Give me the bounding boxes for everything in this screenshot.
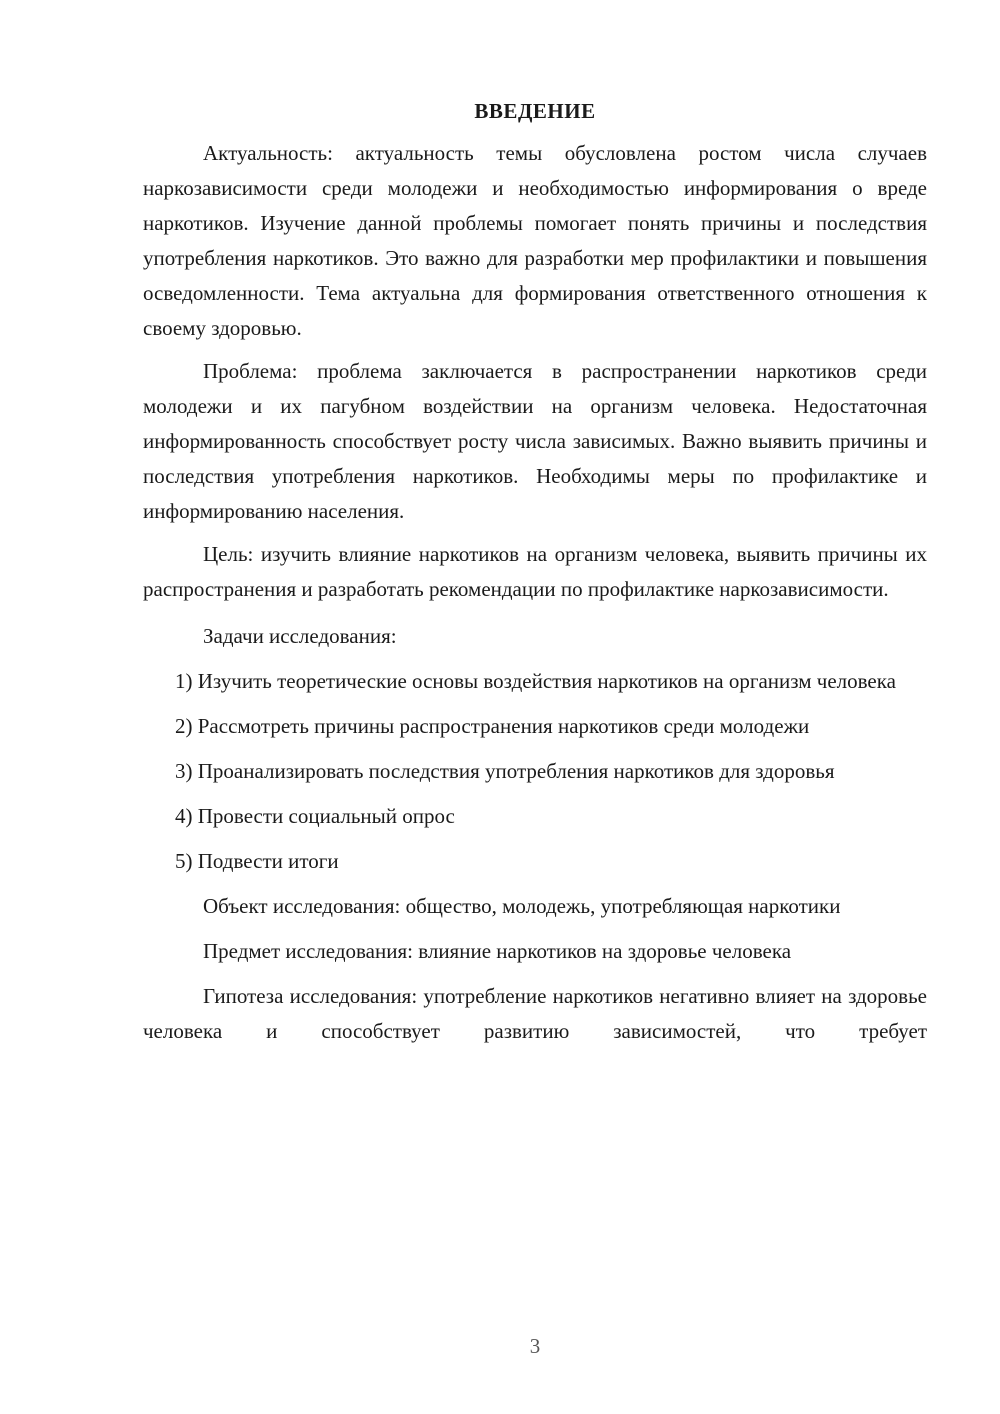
task-item-3: 3) Проанализировать последствия употребления наркотиков для здоровья xyxy=(175,759,835,783)
page-number: 3 xyxy=(529,1334,541,1358)
document-page xyxy=(143,96,927,1049)
paragraph-goal: Цель: изучить влияние наркотиков на организм человека, выявить причины их распространения и разработать рекомендации по профилактике наркозависимости. xyxy=(143,542,927,601)
task-item-2: 2) Рассмотреть причины распространения наркотиков среди молодежи xyxy=(175,714,810,738)
paragraph-relevance: Актуальность: актуальность темы обусловлена ростом числа случаев наркозависимости среди молодежи и необходимостью информирования о вреде наркотиков. Изучение данной проблемы помогает понять причины и последствия употребления наркотиков. Это важно для разработки мер профилактики и повышения осведомленности. Тема актуальна для формирования ответственного отношения к своему здоровью. xyxy=(143,141,927,340)
research-subject: Предмет исследования: влияние наркотиков на здоровье человека xyxy=(203,939,792,963)
tasks-heading: Задачи исследования: xyxy=(203,624,397,648)
paragraph-problem: Проблема: проблема заключается в распространении наркотиков среди молодежи и их пагубном воздействии на организм человека. Недостаточная информированность способствует росту числа зависимых. Важно выявить причины и последствия употребления наркотиков. Необходимы меры по профилактике и информированию населения. xyxy=(143,359,927,523)
section-title: ВВЕДЕНИЕ xyxy=(474,99,596,123)
task-item-4: 4) Провести социальный опрос xyxy=(175,804,455,828)
research-object: Объект исследования: общество, молодежь, употребляющая наркотики xyxy=(203,894,841,918)
task-item-5: 5) Подвести итоги xyxy=(175,849,339,873)
task-item-1: 1) Изучить теоретические основы воздействия наркотиков на организм человека xyxy=(175,669,896,693)
research-hypothesis: Гипотеза исследования: употребление наркотиков негативно влияет на здоровье человека и способствует развитию зависимостей, что требует xyxy=(143,984,927,1043)
